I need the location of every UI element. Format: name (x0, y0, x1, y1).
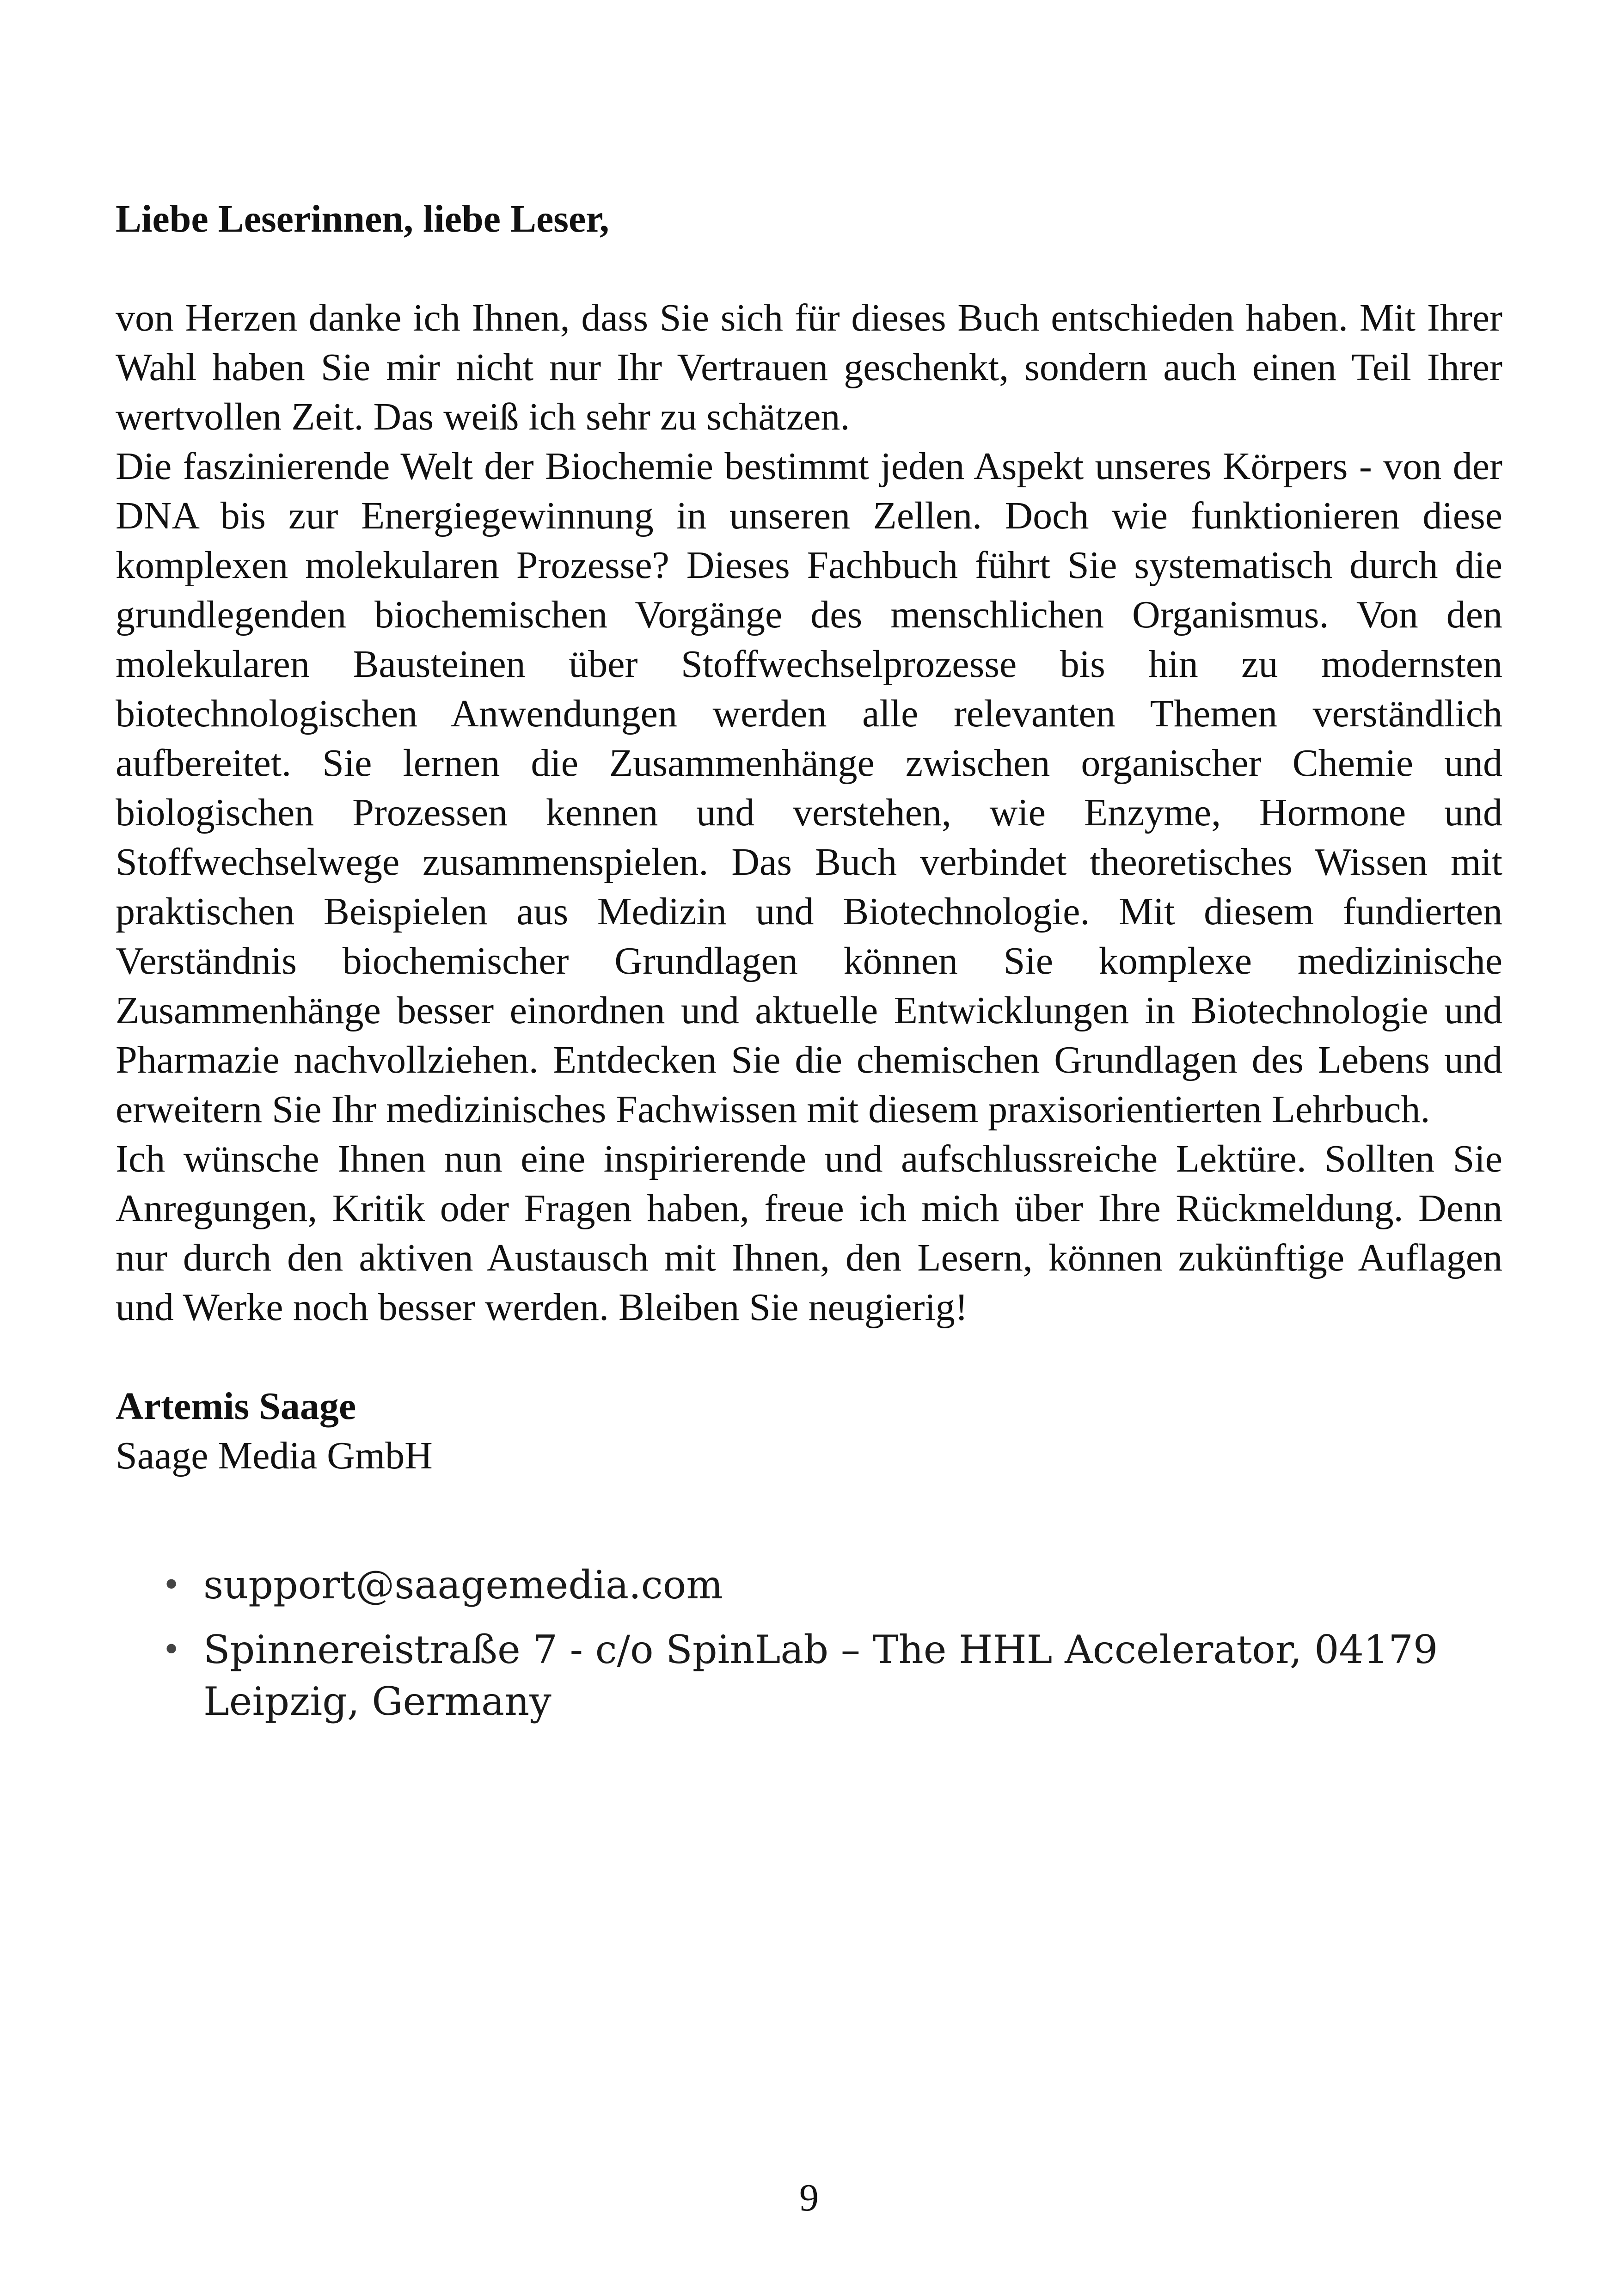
letter-body (116, 194, 1502, 1740)
page-number: 9 (799, 2176, 819, 2219)
author-name: Artemis Saage (116, 1385, 356, 1428)
bullet-icon: • (162, 1566, 181, 1604)
contact-list (116, 1559, 1502, 1727)
paragraph-closing-wish: Ich wünsche Ihnen nun eine inspirierende und aufschlussreiche Lektüre. Sollten Sie Anregungen, Kritik oder Fragen haben, freue ich mich über Ihre Rückmeldung. Denn nur durch den aktiven Austausch mit Ihnen, den Lesern, können zukünftige Auflagen und Werke noch besser werden. Bleiben Sie neugierig! (116, 1137, 1502, 1329)
paragraph-book-description: Die faszinierende Welt der Biochemie bestimmt jeden Aspekt unseres Körpers - von der DNA bis zur Energiegewinnung in unseren Zellen. Doch wie funktionieren diese komplexen molekularen Prozesse? Dieses Fachbuch führt Sie systematisch durch die grundlegenden biochemischen Vorgänge des menschlichen Organismus. Von den molekularen Bausteinen über Stoffwechselprozesse bis hin zu modernsten biotechnologischen Anwendungen werden alle relevanten Themen verständlich aufbereitet. Sie lernen die Zusammenhänge zwischen organischer Chemie und biologischen Prozessen kennen und verstehen, wie Enzyme, Hormone und Stoffwechselwege zusammenspielen. Das Buch verbindet theoretisches Wissen mit praktischen Beispielen aus Medizin und Biotechnologie. Mit diesem fundierten Verständnis biochemischer Grundlagen können Sie komplexe medizinische Zusammenhänge besser einordnen und aktuelle Entwicklungen in Biotechnologie und Pharmazie nachvollziehen. Entdecken Sie die chemischen Grundlagen des Lebens und erweitern Sie Ihr medizinisches Fachwissen mit diesem praxisorientierten Lehrbuch. (116, 445, 1502, 1131)
bullet-icon: • (162, 1631, 181, 1669)
company-name: Saage Media GmbH (116, 1434, 433, 1477)
paragraph-thanks: von Herzen danke ich Ihnen, dass Sie sich für dieses Buch entschieden haben. Mit Ihrer Wahl haben Sie mir nicht nur Ihr Vertrauen geschenkt, sondern auch einen Teil Ihrer wertvollen Zeit. Das weiß ich sehr zu schätzen. (116, 296, 1502, 438)
contact-address-text: Spinnereistraße 7 - c/o SpinLab – The HHL Accelerator, 04179 Leipzig, Germany (203, 1627, 1438, 1724)
contact-email-text[interactable]: support@saagemedia.com (203, 1562, 723, 1608)
contact-email[interactable] (116, 1559, 1502, 1611)
contact-address (116, 1624, 1502, 1727)
letter-greeting: Liebe Leserinnen, liebe Leser, (116, 197, 609, 240)
